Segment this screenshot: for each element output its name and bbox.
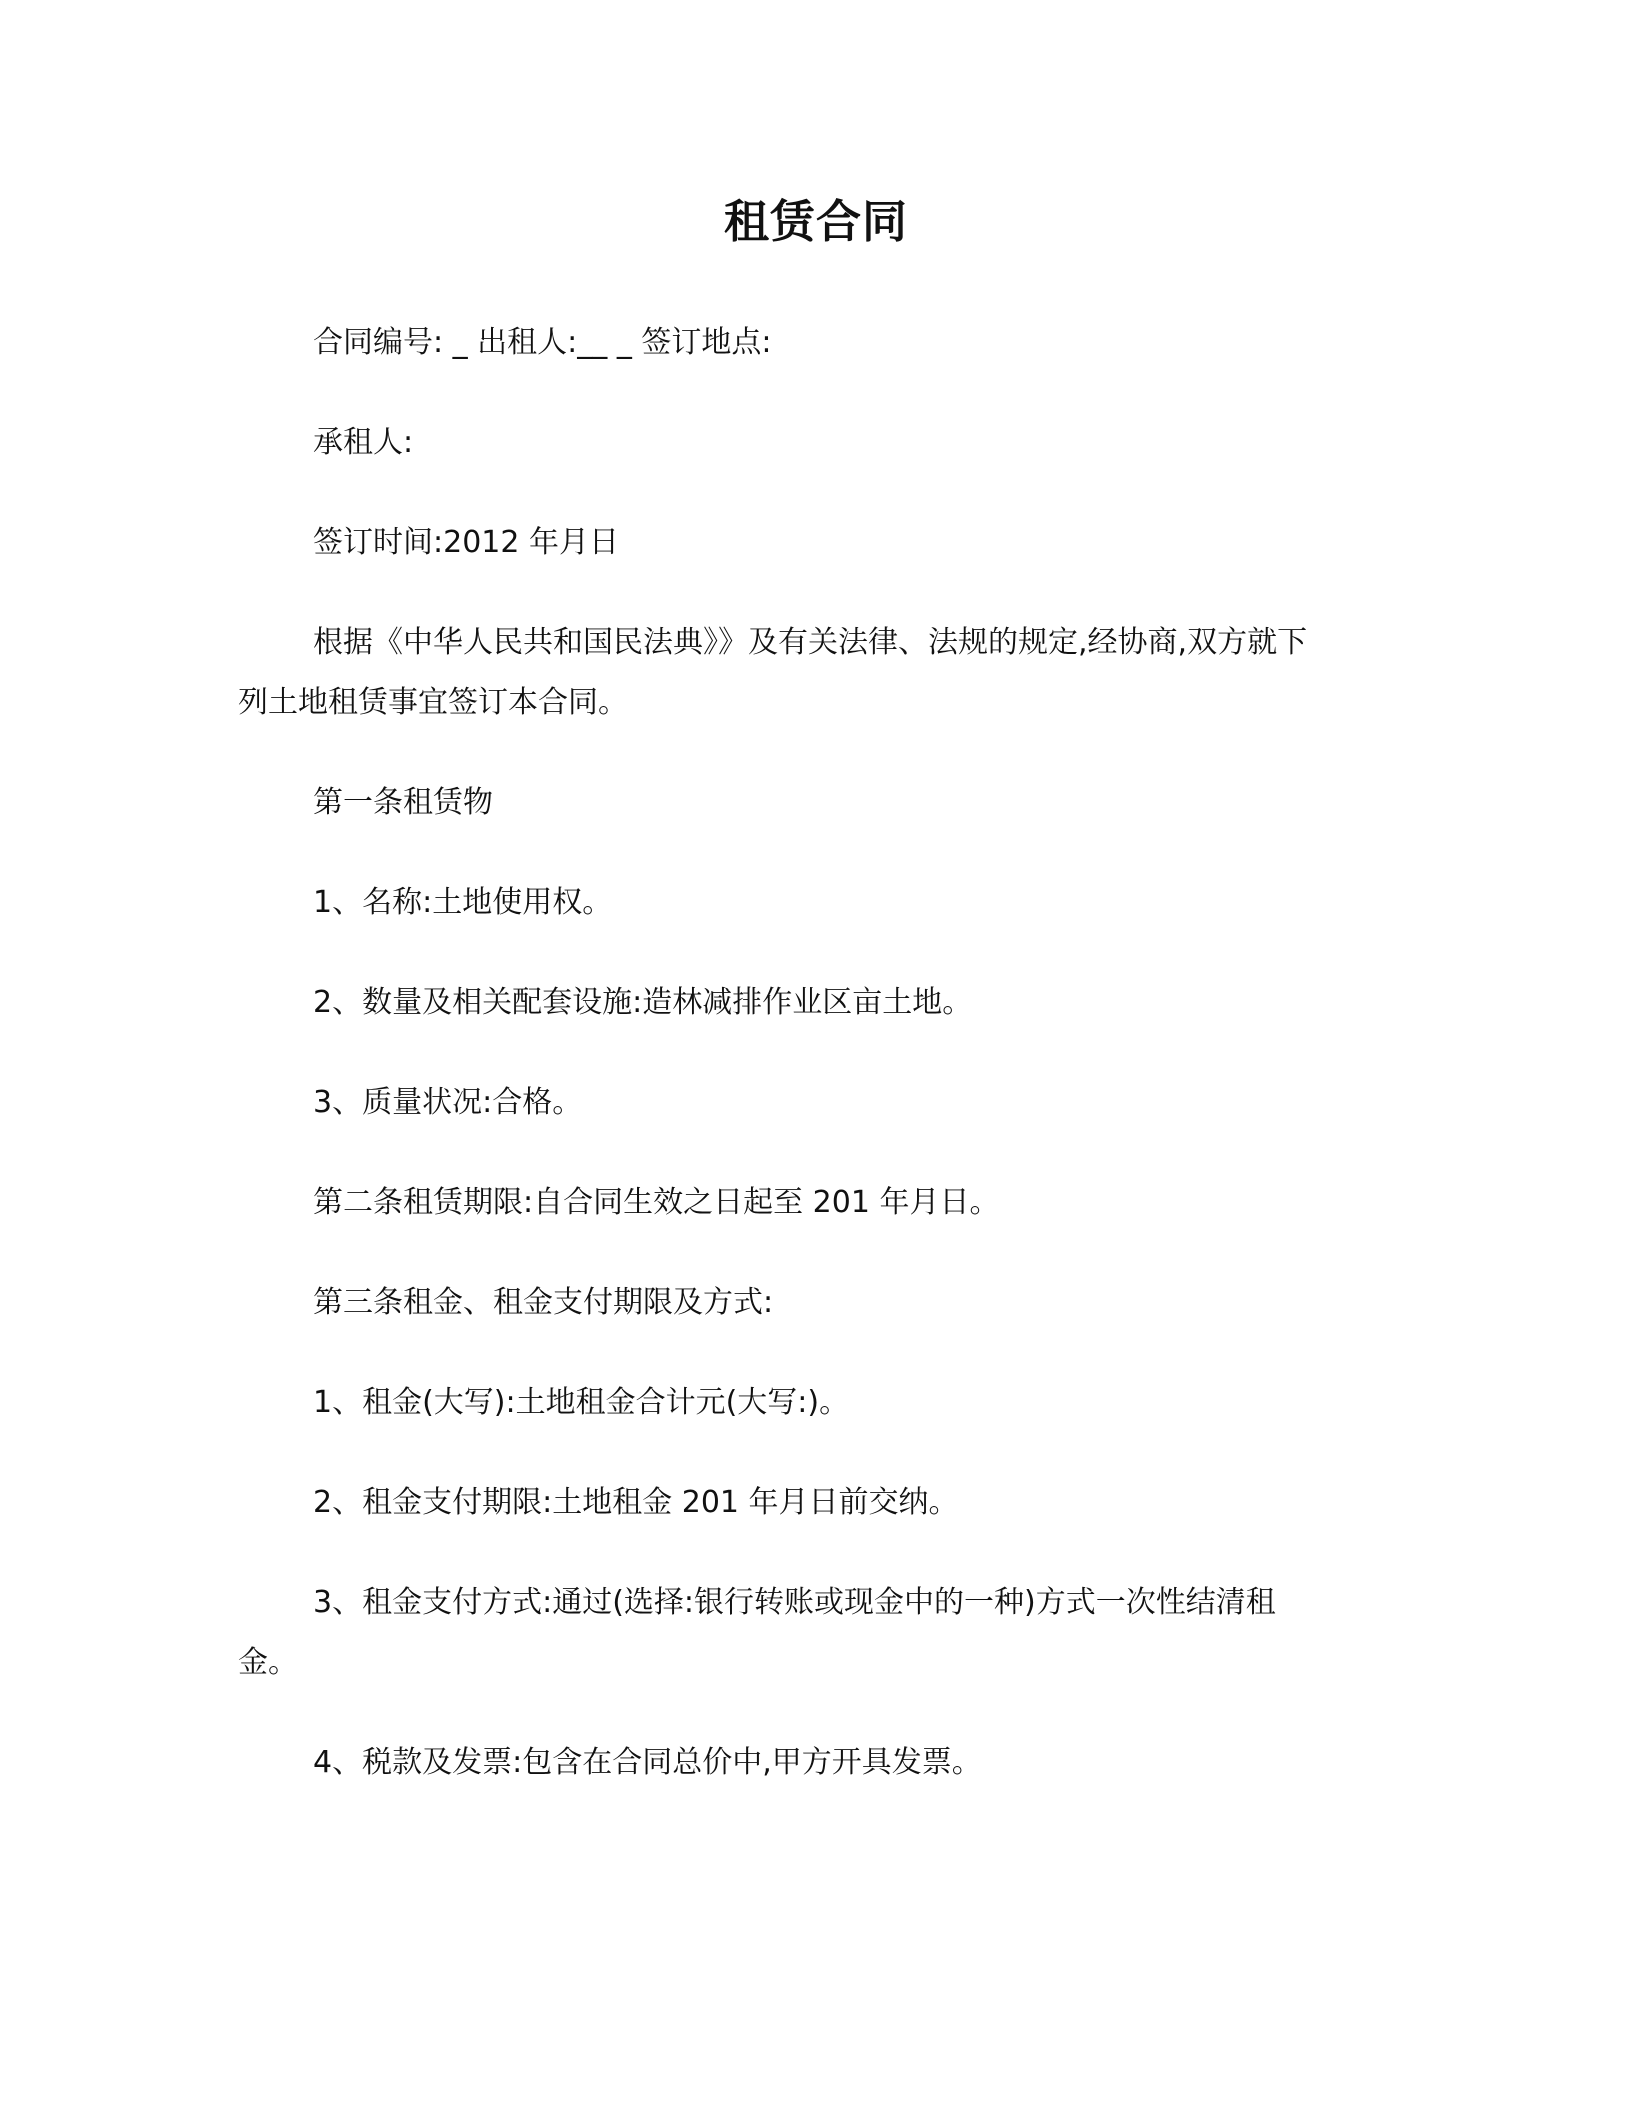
article-3-heading: 第三条租金、租金支付期限及方式: <box>313 1285 774 1320</box>
preamble-paragraph <box>238 613 1398 733</box>
article-3-item-2: 2、租金支付期限:土地租金 201 年月日前交纳。 <box>313 1485 959 1520</box>
article-1-item-3: 3、质量状况:合格。 <box>313 1085 583 1120</box>
preamble-line-2: 列土地租赁事宜签订本合同。 <box>238 685 628 720</box>
article-2: 第二条租赁期限:自合同生效之日起至 201 年月日。 <box>313 1185 1000 1220</box>
lessee-line: 承租人: <box>313 425 414 460</box>
article-1-heading: 第一条租赁物 <box>313 785 493 820</box>
article-3-item-1: 1、租金(大写):土地租金合计元(大写:)。 <box>313 1385 850 1420</box>
article-3-item-3-line-2: 金。 <box>238 1645 298 1680</box>
document-title: 租赁合同 <box>723 195 908 248</box>
signing-date-line: 签订时间:2012 年月日 <box>313 525 619 560</box>
preamble-line-1: 根据《中华人民共和国民法典》》及有关法律、法规的规定,经协商,双方就下 <box>313 625 1308 660</box>
article-3-item-3-line-1: 3、租金支付方式:通过(选择:银行转账或现金中的一种)方式一次性结清租 <box>313 1585 1276 1620</box>
article-1-item-1: 1、名称:土地使用权。 <box>313 885 613 920</box>
contract-number-line: 合同编号: _ 出租人:__ _ 签订地点: <box>313 325 772 360</box>
article-1-item-2: 2、数量及相关配套设施:造林减排作业区亩土地。 <box>313 985 973 1020</box>
article-3-item-4: 4、税款及发票:包含在合同总价中,甲方开具发票。 <box>313 1745 982 1780</box>
article-3-item-3 <box>238 1573 1398 1693</box>
